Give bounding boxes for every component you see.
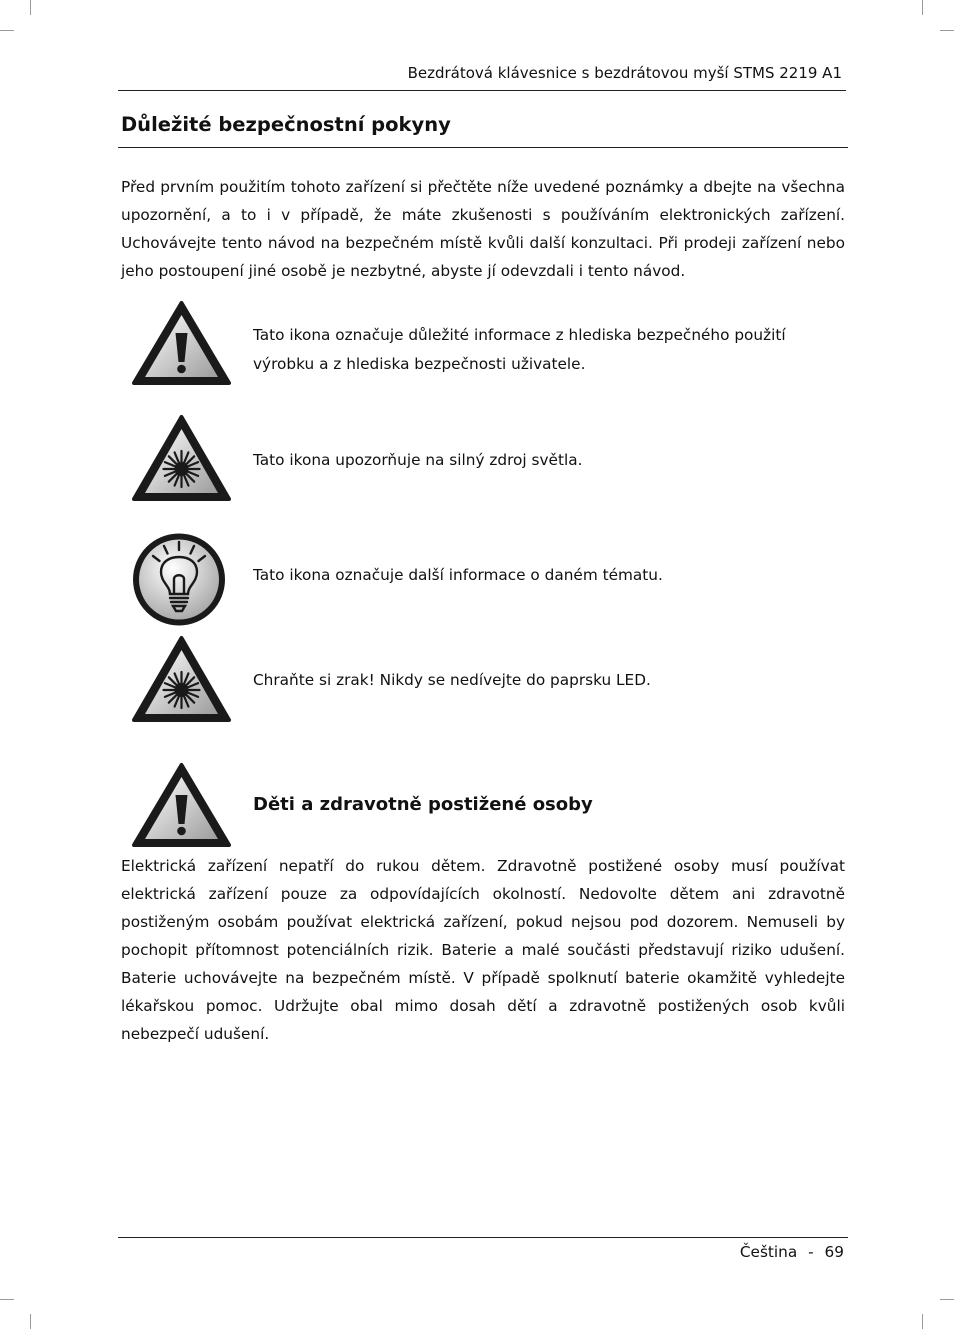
crop-mark <box>30 0 31 15</box>
crop-mark <box>0 30 14 31</box>
lightbulb-info-icon <box>131 531 232 628</box>
bright-light-warning-icon <box>131 635 232 723</box>
icon-description: Tato ikona označuje další informace o daném tématu. <box>253 566 663 584</box>
crop-mark <box>940 1299 954 1300</box>
bright-light-warning-icon <box>131 414 232 502</box>
running-header: Bezdrátová klávesnice s bezdrátovou myší STMS 2219 A1 <box>407 64 842 82</box>
crop-mark <box>30 1314 31 1329</box>
crop-mark <box>922 0 923 15</box>
crop-mark <box>922 1314 923 1329</box>
icon-description: Chraňte si zrak! Nikdy se nedívejte do paprsku LED. <box>253 671 651 689</box>
footer-rule <box>118 1237 848 1238</box>
title-rule <box>118 147 848 148</box>
icon-description: Tato ikona označuje důležité informace z hlediska bezpečného použití výrobku a z hlediska bezpečnosti uživatele. <box>253 326 786 373</box>
children-paragraph: Elektrická zařízení nepatří do rukou dětem. Zdravotně postižené osoby musí používat elektrická zařízení pouze za odpovídajících okolností. Nedovolte dětem ani zdravotně postiženým osobám používat elektrická zařízení, pokud nejsou pod dozorem. Nemuseli by pochopit přítomnost potenciálních rizik. Baterie a malé součásti představují riziko udušení. Baterie uchovávejte na bezpečném místě. V případě spolknutí baterie okamžitě vyhledejte lékařskou pomoc. Udržujte obal mimo dosah dětí a zdravotně postižených osob kvůli nebezpečí udušení. <box>121 857 845 1043</box>
header-rule <box>118 90 846 91</box>
section-title: Důležité bezpečnostní pokyny <box>121 113 451 136</box>
icon-description: Tato ikona upozorňuje na silný zdroj světla. <box>253 451 583 469</box>
warning-exclamation-icon <box>131 300 232 386</box>
warning-exclamation-icon <box>131 762 232 848</box>
footer-separator: - <box>808 1243 814 1261</box>
page-number: 69 <box>824 1243 844 1261</box>
crop-mark <box>0 1299 14 1300</box>
children-section-title: Děti a zdravotně postižené osoby <box>253 794 593 815</box>
intro-paragraph: Před prvním použitím tohoto zařízení si přečtěte níže uvedené poznámky a dbejte na všechna upozornění, a to i v případě, že máte zkušenosti s používáním elektronických zařízení. Uchovávejte tento návod na bezpečném místě kvůli další konzultaci. Při prodeji zařízení nebo jeho postoupení jiné osobě je nezbytné, abyste jí odevzdali i tento návod. <box>121 178 845 280</box>
footer-language: Čeština <box>739 1243 798 1261</box>
crop-mark <box>940 30 954 31</box>
page-footer <box>740 1243 844 1261</box>
